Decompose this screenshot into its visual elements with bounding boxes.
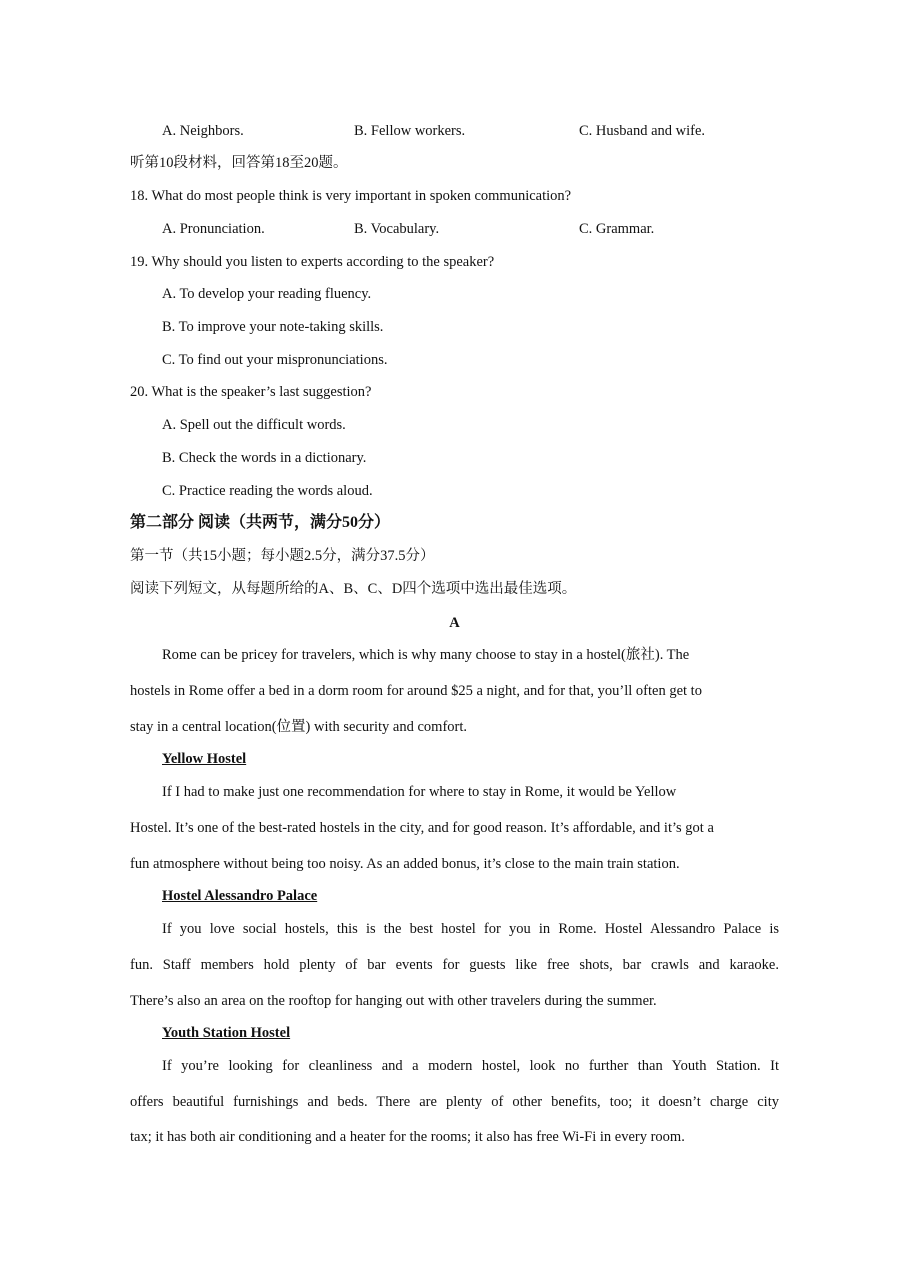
q18-option-c: C. Grammar.: [579, 221, 655, 237]
alessandro-line-2: fun. Staff members hold plenty of bar events for guests like free shots, bar crawls and karaoke.: [130, 957, 779, 973]
youth-station-heading: Youth Station Hostel: [162, 1025, 291, 1041]
passage-intro-line-3: stay in a central location(位置) with security and comfort.: [130, 719, 468, 735]
q19-stem: 19. Why should you listen to experts according to the speaker?: [130, 254, 495, 270]
section10-intro: 听第10段材料，回答第18至20题。: [130, 155, 348, 171]
q19-option-c: C. To find out your mispronunciations.: [162, 352, 388, 368]
q19-option-b: B. To improve your note-taking skills.: [162, 319, 384, 335]
part2-instruction: 阅读下列短文，从每题所给的A、B、C、D四个选项中选出最佳选项。: [130, 581, 577, 597]
q18-option-b: B. Vocabulary.: [354, 221, 440, 237]
q19-option-a: A. To develop your reading fluency.: [162, 286, 372, 302]
part2-section1: 第一节（共15小题；每小题2.5分，满分37.5分）: [130, 548, 435, 564]
passage-intro-line-1: Rome can be pricey for travelers, which is why many choose to stay in a hostel(旅社). The: [162, 647, 690, 663]
yellow-hostel-line-1: If I had to make just one recommendation for where to stay in Rome, it would be Yellow: [162, 784, 677, 800]
yellow-hostel-line-2: Hostel. It’s one of the best-rated hostels in the city, and for good reason. It’s affordable, and it’s got a: [130, 820, 714, 836]
youth-station-line-3: tax; it has both air conditioning and a heater for the rooms; it also has free Wi-Fi in every room.: [130, 1129, 685, 1145]
passage-intro-line-2: hostels in Rome offer a bed in a dorm room for around $25 a night, and for that, you’ll often get to: [130, 683, 702, 699]
q18-stem: 18. What do most people think is very important in spoken communication?: [130, 188, 572, 204]
passage-label: A: [449, 615, 460, 631]
q17-option-b: B. Fellow workers.: [354, 123, 466, 139]
q17-option-c: C. Husband and wife.: [579, 123, 706, 139]
yellow-hostel-heading: Yellow Hostel: [162, 751, 247, 767]
q17-option-a: A. Neighbors.: [162, 123, 244, 139]
alessandro-line-3: There’s also an area on the rooftop for hanging out with other travelers during the summer.: [130, 993, 657, 1009]
youth-station-line-1: If you’re looking for cleanliness and a modern hostel, look no further than Youth Station. It: [162, 1058, 779, 1074]
alessandro-line-1: If you love social hostels, this is the best hostel for you in Rome. Hostel Alessandro Palace is: [162, 921, 779, 937]
q20-option-a: A. Spell out the difficult words.: [162, 417, 346, 433]
q20-option-b: B. Check the words in a dictionary.: [162, 450, 367, 466]
q18-option-a: A. Pronunciation.: [162, 221, 265, 237]
q20-stem: 20. What is the speaker’s last suggestion?: [130, 384, 372, 400]
alessandro-heading: Hostel Alessandro Palace: [162, 888, 318, 904]
youth-station-line-2: offers beautiful furnishings and beds. There are plenty of other benefits, too; it doesn’t charge city: [130, 1094, 779, 1110]
part2-title: 第二部分 阅读（共两节，满分50分）: [130, 514, 391, 531]
yellow-hostel-line-3: fun atmosphere without being too noisy. As an added bonus, it’s close to the main train station.: [130, 856, 680, 872]
q20-option-c: C. Practice reading the words aloud.: [162, 483, 373, 499]
